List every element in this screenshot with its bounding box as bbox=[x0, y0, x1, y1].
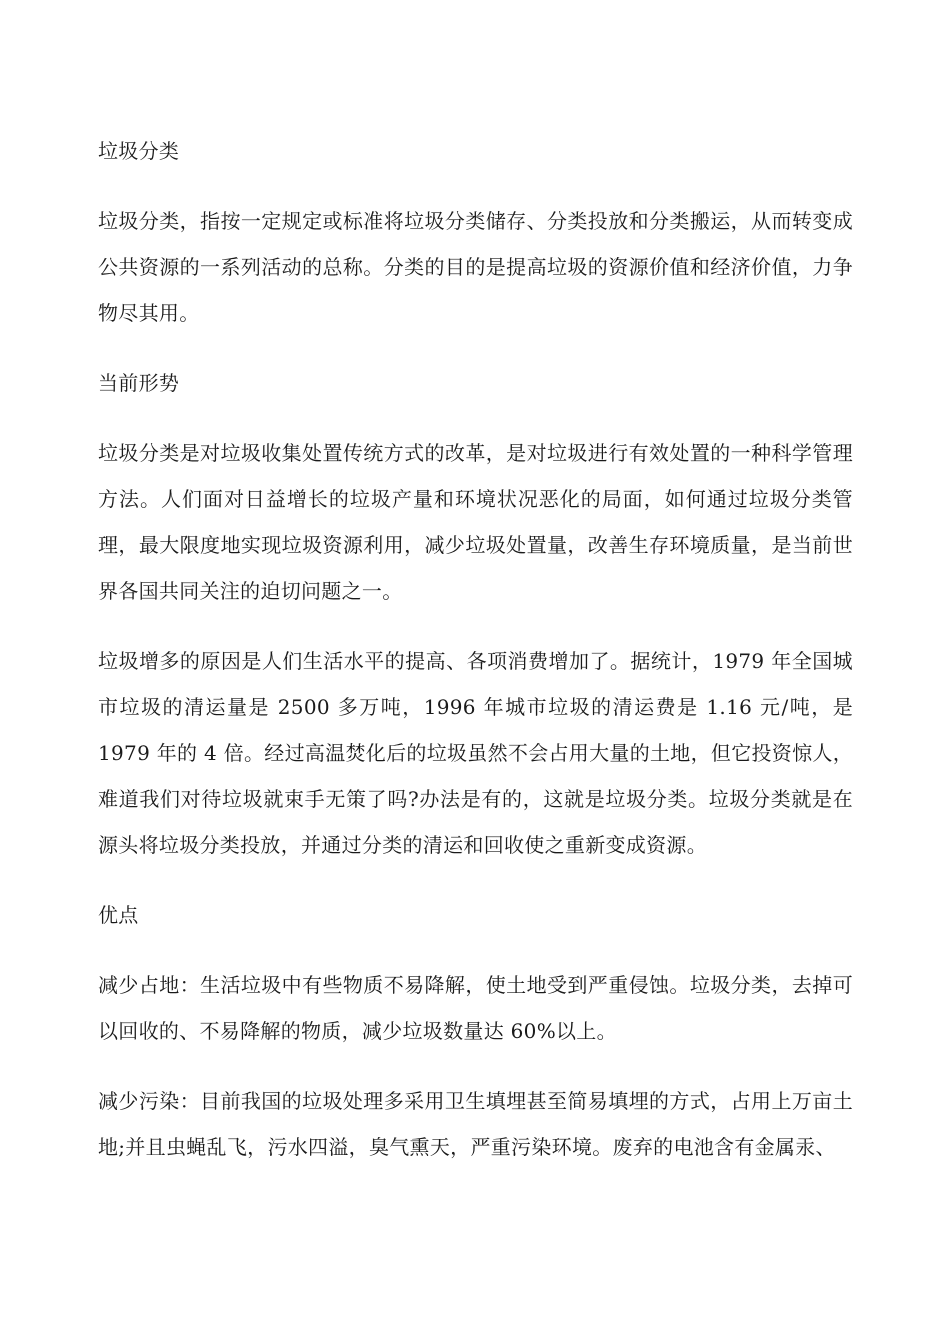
section-heading-garbage-classification: 垃圾分类 bbox=[98, 139, 180, 163]
paragraph-reduce-pollution: 减少污染：目前我国的垃圾处理多采用卫生填埋甚至简易填埋的方式，占用上万亩土地;并且虫蝇乱飞，污水四溢，臭气熏天，严重污染环境。废弃的电池含有金属汞、 bbox=[98, 1089, 853, 1159]
document-page bbox=[98, 128, 853, 1194]
paragraph-definition: 垃圾分类，指按一定规定或标准将垃圾分类储存、分类投放和分类搬运，从而转变成公共资源的一系列活动的总称。分类的目的是提高垃圾的资源价值和经济价值，力争物尽其用。 bbox=[98, 209, 853, 325]
paragraph-reduce-land-use: 减少占地：生活垃圾中有些物质不易降解，使土地受到严重侵蚀。垃圾分类，去掉可以回收的、不易降解的物质，减少垃圾数量达 60%以上。 bbox=[98, 973, 853, 1043]
paragraph-causes: 垃圾增多的原因是人们生活水平的提高、各项消费增加了。据统计，1979 年全国城市垃圾的清运量是 2500 多万吨，1996 年城市垃圾的清运费是 1.16 元/吨，是 1979 年的 4 倍。经过高温焚化后的垃圾虽然不会占用大量的土地，但它投资惊人，难道我们对待垃圾就束手无策了吗?办法是有的，这就是垃圾分类。垃圾分类就是在源头将垃圾分类投放，并通过分类的清运和回收使之重新变成资源。 bbox=[98, 649, 853, 857]
section-heading-current-situation: 当前形势 bbox=[98, 371, 180, 395]
section-heading-advantages: 优点 bbox=[98, 903, 139, 927]
paragraph-reform: 垃圾分类是对垃圾收集处置传统方式的改革，是对垃圾进行有效处置的一种科学管理方法。人们面对日益增长的垃圾产量和环境状况恶化的局面，如何通过垃圾分类管理，最大限度地实现垃圾资源利用，减少垃圾处置量，改善生存环境质量，是当前世界各国共同关注的迫切问题之一。 bbox=[98, 441, 853, 603]
